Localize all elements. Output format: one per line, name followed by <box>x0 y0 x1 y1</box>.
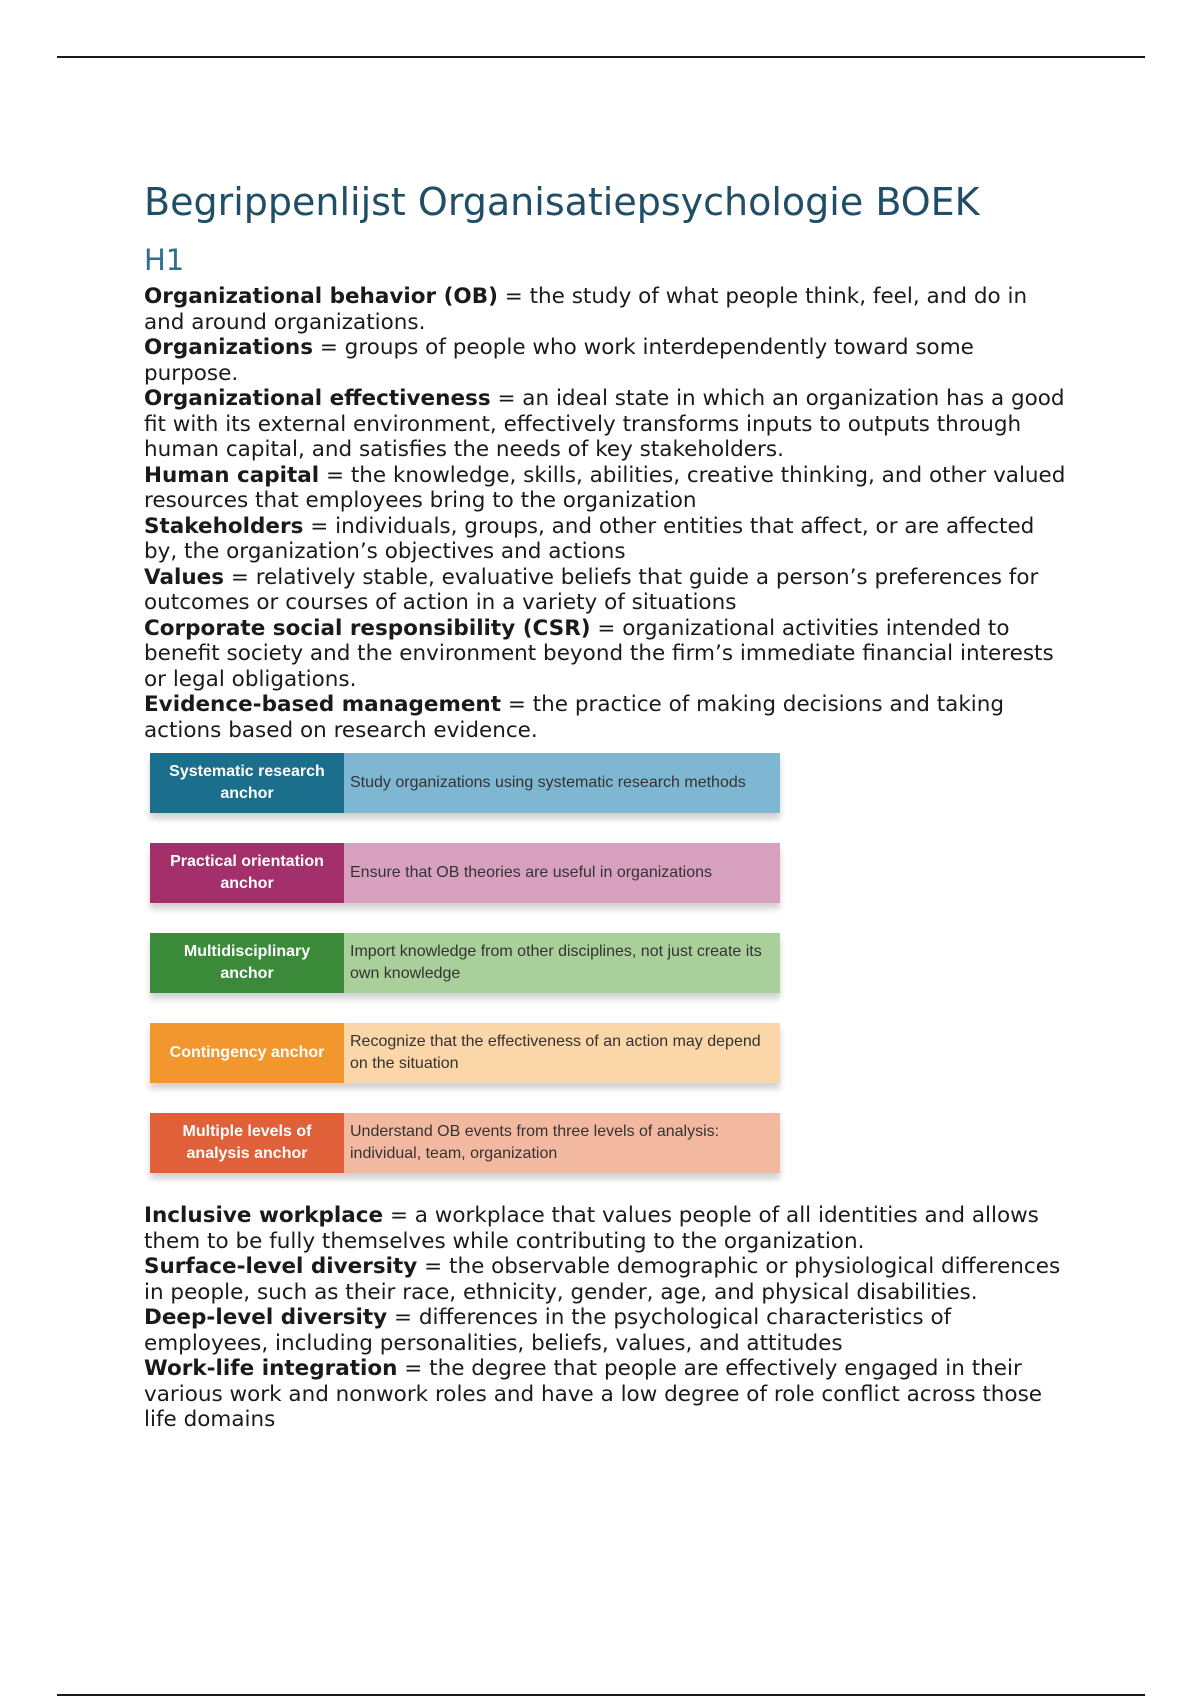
document-title: Begrippenlijst Organisatiepsychologie BOEK <box>144 180 980 224</box>
term-name: Surface-level diversity <box>144 1254 418 1279</box>
footer-rule <box>57 1694 1145 1696</box>
term-name: Inclusive workplace <box>144 1203 384 1228</box>
term-definition: = the observable demographic or physiological differences in people, such as their race, ethnicity, gender, age, and physical disabilities. <box>144 1254 1061 1305</box>
term-name: Organizational behavior (OB) <box>144 284 498 309</box>
term-name: Values <box>144 564 225 590</box>
anchor-description: Import knowledge from other disciplines, not just create its own knowledge <box>344 933 780 993</box>
term-list-2 <box>144 1203 1074 1433</box>
term-definition: = individuals, groups, and other entities that affect, or are affected by, the organization’s objectives and actions <box>144 513 1035 564</box>
anchor-description: Study organizations using systematic research methods <box>344 753 780 813</box>
anchor-description: Ensure that OB theories are useful in organizations <box>344 843 780 903</box>
term-entry <box>144 1356 1074 1433</box>
term-entry <box>144 1305 1074 1356</box>
anchor-label: Systematic research anchor <box>150 753 344 813</box>
term-definition: = the study of what people think, feel, and do in and around organizations. <box>144 284 1028 335</box>
term-definition: = the practice of making decisions and taking actions based on research evidence. <box>144 692 1005 743</box>
anchor-label: Multiple levels of analysis anchor <box>150 1113 344 1173</box>
anchor-label: Multidisciplinary anchor <box>150 933 344 993</box>
anchor-row <box>150 1023 780 1083</box>
term-list-1 <box>144 284 1074 743</box>
ob-anchors-figure <box>150 753 780 1173</box>
anchor-row <box>150 933 780 993</box>
term-name: Organizational effectiveness <box>144 386 491 411</box>
term-entry <box>144 1203 1074 1254</box>
term-definition: = an ideal state in which an organization has a good fit with its external environment, effectively transforms inputs to outputs through human capital, and satisfies the needs of key stakeholders. <box>144 386 1065 462</box>
term-name: Human capital <box>144 462 320 488</box>
anchor-row <box>150 753 780 813</box>
term-definition: = the degree that people are effectively engaged in their various work and nonwork roles and have a low degree of role conflict across those life domains <box>144 1356 1043 1432</box>
term-name: Evidence-based management <box>144 692 502 717</box>
term-definition: = organizational activities intended to benefit society and the environment beyond the firm’s immediate financial interests or legal obligations. <box>144 615 1054 692</box>
term-definition: = differences in the psychological characteristics of employees, including personalities, beliefs, values, and attitudes <box>144 1305 952 1356</box>
term-name: Deep-level diversity <box>144 1305 388 1330</box>
term-entry <box>144 616 1074 693</box>
term-name: Corporate social responsibility (CSR) <box>144 615 591 641</box>
term-entry <box>144 284 1074 335</box>
term-entry <box>144 565 1074 616</box>
term-definition: = relatively stable, evaluative beliefs that guide a person’s preferences for outcomes or courses of action in a variety of situations <box>144 564 1039 615</box>
term-entry <box>144 1254 1074 1305</box>
anchor-label: Practical orientation anchor <box>150 843 344 903</box>
term-definition: = groups of people who work interdependently toward some purpose. <box>144 335 974 386</box>
anchor-row <box>150 1113 780 1173</box>
term-name: Organizations <box>144 335 313 360</box>
section-heading-h1: H1 <box>144 243 185 277</box>
term-name: Stakeholders <box>144 513 304 539</box>
term-definition: = the knowledge, skills, abilities, creative thinking, and other valued resources that employees bring to the organization <box>144 462 1066 513</box>
anchor-label: Contingency anchor <box>150 1023 344 1083</box>
anchor-description: Understand OB events from three levels of analysis: individual, team, organization <box>344 1113 780 1173</box>
header-rule <box>57 56 1145 58</box>
term-entry <box>144 463 1074 514</box>
term-entry <box>144 514 1074 565</box>
anchor-row <box>150 843 780 903</box>
anchor-description: Recognize that the effectiveness of an action may depend on the situation <box>344 1023 780 1083</box>
term-entry <box>144 692 1074 743</box>
term-definition: = a workplace that values people of all identities and allows them to be fully themselves while contributing to the organization. <box>144 1203 1039 1254</box>
page-content <box>144 178 1074 1433</box>
term-entry <box>144 335 1074 386</box>
term-entry <box>144 386 1074 463</box>
term-name: Work-life integration <box>144 1356 398 1381</box>
